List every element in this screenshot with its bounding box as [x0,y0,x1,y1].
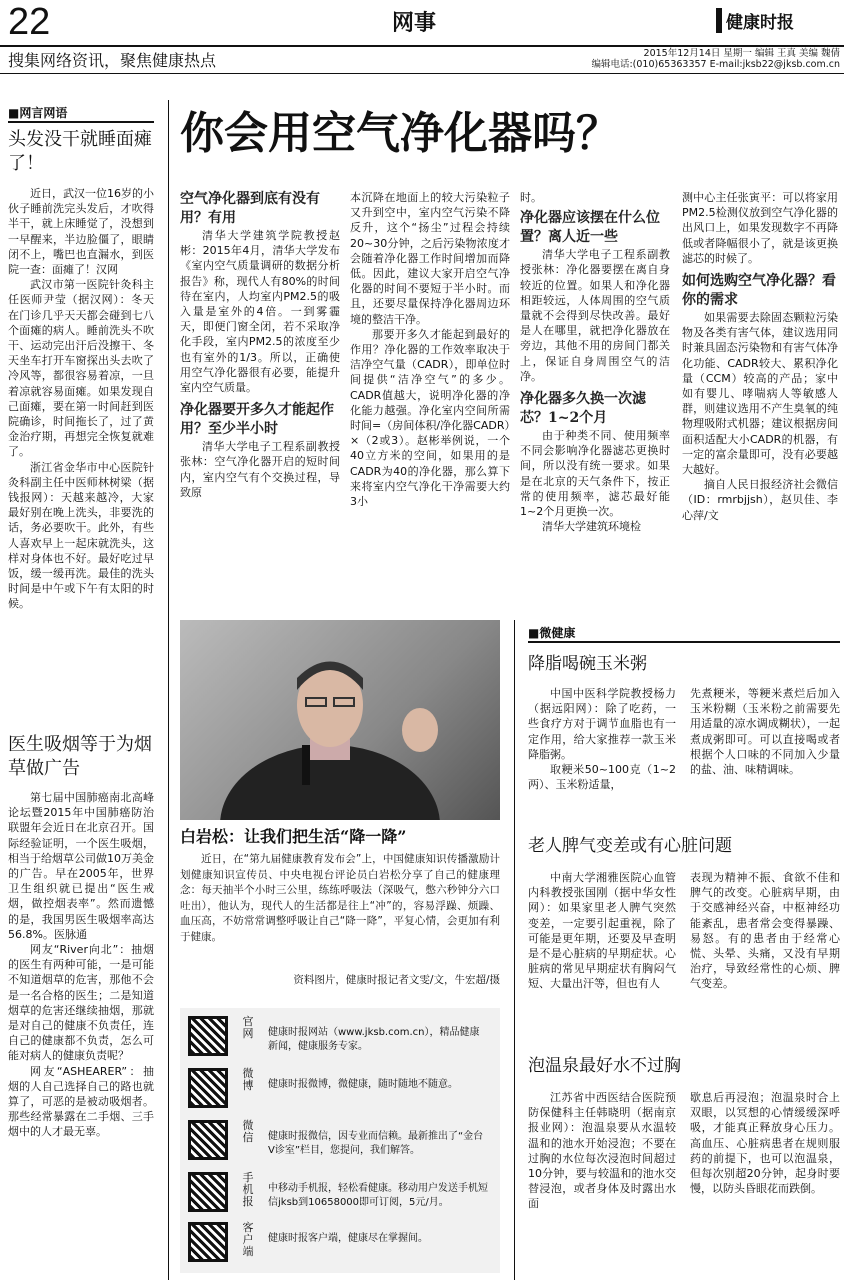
micro-s1-p3: 先煮粳米，等粳米煮烂后加入玉米粉糊（玉米粉之前需要先用适量的凉水调成糊状），一起煮成粥即可。可以直接喝或者根据个人口味的不同加入少量的盐、油、味精调味。 [690,687,840,777]
service-text: 健康时报微信，因专业而信赖。最新推出了“金台V诊室”栏目，您提问，我们解答。 [268,1131,484,1156]
service-label: 客户端 [242,1221,254,1258]
col1-subhead1: 空气净化器到底有没有用？有用 [180,191,320,226]
micro-s2-title: 老人脾气变差或有心脏问题 [528,836,732,856]
main-col-4 [682,190,838,615]
masthead-rule [0,45,844,47]
story2-title: 医生吸烟等于为烟草做广告 [8,734,152,779]
col3-p2: 由于种类不同、使用频率不同会影响净化器滤芯更换时间，所以没有统一要求。如果是在北京的天气条件下，按正常的使用频率，滤芯最好能1~2个月更换一次。 [520,429,670,519]
service-label: 官网 [242,1015,254,1040]
col2-p2: 那要开多久才能起到最好的作用？净化器的工作效率取决于洁净空气量（CADR），即单位时间提供“洁净空气”的多少。CADR值越大，说明净化器的净化能力越强。净化室内空间所需时间=（房间体积/净化器CADR）×（2或3）。赵彬举例说，一个40立方米的空间，如果用的是CADR为40的净化器，那么算下来将室内空气净化干净需要大约3小 [350,327,510,509]
micro-s1-title: 降脂喝碗玉米粥 [528,654,647,674]
story1-body [8,186,154,721]
micro-s1-p2: 取粳米50~100克（1~2两）、玉米粉适量， [528,763,676,792]
micro-s2-p2: 表现为精神不振、食欲不佳和脾气的改变。心脏病早期，由于交感神经兴奋，中枢神经功能紊乱，患者常会变得暴躁、易怒。有的患者由于经常心慌、头晕、头痛，又没有早期治疗，导致经常性的心烦、脾气变差。 [690,871,840,991]
qr-code-icon [188,1222,228,1262]
col1-subhead2: 净化器要开多久才能起作用？至少半小时 [180,402,334,438]
col3-subhead1: 净化器应该摆在什么位置？离人近一些 [520,210,660,246]
qr-code-icon [188,1120,228,1160]
sidebar-tag-label: 网言网语 [19,106,68,120]
service-text: 健康时报网站（www.jksb.com.cn），精品健康新闻，健康服务专家。 [268,1027,480,1052]
photo-story-title: 白岩松：让我们把生活“降一降” [180,827,407,846]
service-label: 手机报 [242,1171,254,1208]
qr-code-icon [188,1068,228,1108]
photo-story-body: 近日，在“第九届健康教育发布会”上，中国健康知识传播激励计划健康知识宣传员、中央电视台评论员白岩松分享了自己的健康理念：每天抽半个小时三公里，练练呼吸法（深吸气，憋六秒钟分六口吐出），他认为，现代人的生活都是往上“冲”的，容易浮躁、烦躁、血压高，不妨常常调整呼吸让自己“降一降”，平复心情，会更加有利于健康。 [180,853,500,943]
micro-tag-label: 微健康 [539,626,576,640]
micro-s3-title: 泡温泉最好水不过胸 [528,1056,681,1076]
story1-p3: 浙江省金华市中心医院针灸科副主任中医师林树梁（据钱报网）：天越来越冷，大家最好别在晚上洗头，非要洗的话，务必要吹干。此外，有些人喜欢早上一起床就洗头，这样对身体也不好。最好吃过早饭，缓一缓再洗。最佳的洗头时间是中午或下午有太阳的时候。 [8,460,154,611]
photo-story-credit: 资料图片，健康时报记者文雯/文，牛宏超/摄 [293,974,500,986]
main-col-1 [180,190,340,615]
micro-s3-p1: 江苏省中西医结合医院预防保健科主任韩晓明（据南京报业网）：泡温泉要从水温较温和的池水开始浸泡；不要在过胸的水位每次浸泡时间超过10分钟，要与较温和的池水交替浸泡，或者身体及时露出水面 [528,1091,676,1211]
micro-tag: ■微健康 [528,624,840,643]
col4-subhead1: 如何选购空气净化器？看你的需求 [682,273,836,309]
col3-p3: 清华大学建筑环境检 [542,520,641,534]
service-wechat[interactable] [188,1120,492,1168]
paper-logo: 健康时报 [716,8,794,33]
story2-p1: 第七届中国肺癌南北高峰论坛暨2015年中国肺癌防治联盟年会近日在北京召开。国际经验证明，一个医生吸烟，相当于给烟草公司做10万美金的广告。早在2005年，世界卫生组织就已提出“医生戒烟，做控烟表率”。然而遗憾的是，我国男医生吸烟率高达56.8%。医脉通 [8,791,154,941]
section-tagline: 搜集网络资讯，聚焦健康热点 [8,51,217,70]
contact-line: 编辑电话:(010)65363357 E-mail:jksb22@jksb.com.cn [591,59,840,70]
story1-title: 头发没干就睡面瘫了！ [8,129,152,174]
sidebar-tag: ■网言网语 [8,104,154,123]
service-label: 微博 [242,1067,254,1092]
service-weibo[interactable] [188,1068,492,1116]
service-website[interactable] [188,1016,492,1064]
story2-p2: 网友“River向北”：抽烟的医生有两种可能，一是可能不知道烟草的危害，那他不会是一名合格的医生；二是知道烟草的危害还继续抽烟，那就是对自己的健康不负责任，连自己的健康都不负责，怎么可能对病人的健康负责呢？ [8,943,154,1063]
story2-p3: 网友“ASHEARER”：抽烟的人自己选择自己的路也就算了，可恶的是被动吸烟者。那些经常暴露在二手烟、三手烟中的人才最无辜。 [8,1064,154,1139]
story1-p2: 武汉市第一医院针灸科主任医师尹莹（据汉网）：冬天在门诊几乎天天都会碰到七八个面瘫的病人。睡前洗头不吹干、运动完出汗后没擦干、冬天坐车打开车窗探出头去吹了冷风等，都很容易着凉，一旦着凉就容易面瘫。如果发现自己面瘫，要在第一时间赶到医院确诊，时间拖长了，过了黄金治疗期，再想完全恢复就难了。 [8,278,154,459]
services-box [180,1008,500,1273]
header-rule [0,73,844,74]
qr-code-icon [188,1172,228,1212]
service-text: 中移动手机报，轻松看健康。移动用户发送手机短信jksb到10658000即可订阅，5元/月。 [268,1183,488,1208]
story1-p1: 近日，武汉一位16岁的小伙子睡前洗完头发后，才吹得半干，就上床睡觉了，没想到一早醒来，半边脸僵了，眼睛闭不上，嘴巴也直漏水，到医院一查：面瘫了！汉网 [8,187,154,277]
micro-s3-p2: 歇息后再浸泡；泡温泉时合上双眼，以冥想的心情缓缓深呼吸，才能真正释放身心压力。高血压、心脏病患者在规则服药的前提下，也可以泡温泉，但每次别超20分钟，起身时要慢，以防头昏眼花而跌倒。 [690,1091,840,1196]
bai-yansong-photo [180,620,500,820]
col3-subhead2: 净化器多久换一次滤芯？1~2个月 [520,391,646,427]
col4-p3: 摘自人民日报经济社会微信（ID：rmrbjjsh），赵贝佳、李心萍/文 [682,478,838,522]
qr-code-icon [188,1016,228,1056]
micro-s1-col1 [528,686,676,818]
col1-p2: 清华大学电子工程系副教授张林：空气净化器开启的短时间内，室内空气有个交换过程，导致原 [180,440,340,499]
main-col-3 [520,190,670,615]
col1-p1: 清华大学建筑学院教授赵彬：2015年4月，清华大学发布《室内空气质量调研的数据分析报告》称，现代人有80%的时间待在室内，人均室内PM2.5的吸入量是室外的4倍。一到雾霾天，即便门窗全闭，若不采取净化手段，室内PM2.5的浓度至少也有室外的1/3。所以，正确使用空气净化器很有必要，能提升室内空气质量。 [180,229,340,395]
service-text: 健康时报客户端，健康尽在掌握间。 [268,1233,428,1244]
service-text: 健康时报微博，微健康，随时随地不随意。 [268,1079,458,1090]
service-mobile-paper[interactable] [188,1172,492,1220]
date-editor-info [560,48,840,70]
col3-p1: 清华大学电子工程系副教授张林：净化器要摆在离自身较近的位置。如果人和净化器相距较远，人体周围的空气质量就不会得到尽快改善。最好是人在哪里，就把净化器放在旁边，其他不用的房间门都关上，保证自身周围空气的洁净。 [520,248,670,383]
section-title: 网事 [392,10,437,36]
main-headline: 你会用空气净化器吗？ [180,108,620,159]
column-divider [168,100,169,1280]
service-label: 微信 [242,1119,254,1144]
col4-p2: 如果需要去除固态颗粒污染物及各类有害气体，建议选用同时兼具固态污染物和有害气体净化功能、CADR较大、累积净化量（CCM）较高的产品；家中如有婴儿、哮喘病人等敏感人群，则建议选用不产生臭氧的纯物理吸附式机器；建议根据房间面积适配大小CADR的机器，有一定的富余量即可，没有必要越大越好。 [682,311,838,477]
micro-s1-p1: 中国中医科学院教授杨力（据远阳网）：除了吃药，一些食疗方对于调节血脂也有一定作用，给大家推荐一款玉米降脂粥。 [528,687,676,761]
page-number: 22 [8,1,51,43]
col2-p1: 本沉降在地面上的较大污染粒子又升到空中，室内空气污染不降反升，这个“扬尘”过程会持续20~30分钟，之后污染物浓度才会随着净化器工作时间增加而降低。因此，建议大家开启空气净化器的时间不要短于半小时。而且，还要尽量保持净化器周边环境的整洁干净。 [350,191,510,326]
main-col-2 [350,190,510,615]
col3-p0: 时。 [520,191,542,204]
micro-s2-p1: 中南大学湘雅医院心血管内科教授张国刚（据中华女性网）：如果家里老人脾气突然变差，一定要引起重视，除了可能是更年期，还要及早查明是不是心脏病的早期症状。心脏病的常见早期症状有胸闷气短、大量出汗等，但也有人 [528,871,676,991]
speaker-illustration [180,620,500,820]
col4-p1: 测中心主任张寅平：可以将家用PM2.5检测仪放到空气净化器的出风口上，如果发现数字不再降低或者降幅很小了，就是该更换滤芯的时候了。 [682,191,838,265]
story2-body [8,790,154,1275]
service-app[interactable] [188,1222,492,1270]
date-line: 2015年12月14日 星期一 编辑 王真 美编 魏倩 [643,48,840,59]
column-divider [514,620,515,1280]
